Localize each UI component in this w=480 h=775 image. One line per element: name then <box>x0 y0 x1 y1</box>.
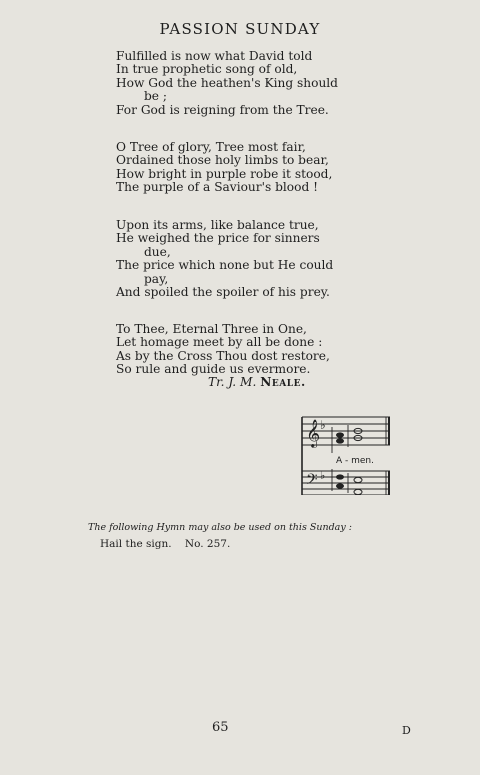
hymn-title: Hail the sign. <box>100 538 172 550</box>
verse-line: How God the heathen's King should <box>116 75 338 90</box>
verse-line: Upon its arms, like balance true, <box>116 218 319 232</box>
verse-line-continuation: pay, <box>144 271 169 286</box>
svg-text:♭: ♭ <box>320 469 326 482</box>
page-number: 65 <box>212 720 229 735</box>
verse-line: Let homage meet by all be done : <box>116 335 323 350</box>
footnote-note: The following Hymn may also be used on this Sunday : <box>88 522 352 533</box>
signature-mark: D <box>402 724 411 737</box>
amen-music-score <box>296 407 392 495</box>
verse-line: Fulfilled is now what David told <box>116 49 313 63</box>
verse-line: He weighed the price for sinners <box>116 231 320 246</box>
verse-1 <box>116 50 336 117</box>
verse-4 <box>116 323 336 377</box>
verse-line-continuation: due, <box>144 244 171 259</box>
hymn-number: No. 257. <box>184 538 231 550</box>
verse-line-continuation: be ; <box>144 89 167 104</box>
verse-line: For God is reigning from the Tree. <box>116 102 329 117</box>
verse-3 <box>116 219 336 299</box>
page-title: PASSION SUNDAY <box>159 20 321 38</box>
verse-line: To Thee, Eternal Three in One, <box>116 322 307 336</box>
verse-line: The purple of a Saviour's blood ! <box>116 180 319 195</box>
verse-line: O Tree of glory, Tree most fair, <box>116 140 306 154</box>
translator-attribution <box>208 375 306 389</box>
verse-line: And spoiled the spoiler of his prey. <box>116 285 330 300</box>
verse-line: Ordained those holy limbs to bear, <box>116 153 329 168</box>
verse-line: As by the Cross Thou dost restore, <box>116 348 330 363</box>
verse-line: How bright in purple robe it stood, <box>116 166 333 181</box>
verse-line: The price which none but He could <box>116 258 334 273</box>
svg-text:𝄞: 𝄞 <box>306 419 321 447</box>
amen-lyric: A - men. <box>336 456 374 466</box>
verse-2 <box>116 141 336 195</box>
svg-text:𝄢: 𝄢 <box>306 471 318 492</box>
svg-text:♭: ♭ <box>320 418 326 432</box>
verse-line: In true prophetic song of old, <box>116 62 298 77</box>
clef-icon <box>306 419 320 492</box>
verse-line: So rule and guide us evermore. <box>116 362 311 377</box>
translator-name: Neale. <box>260 375 306 389</box>
attribution-prefix: Tr. J. M. <box>208 375 257 389</box>
hymn-reference <box>100 538 230 550</box>
